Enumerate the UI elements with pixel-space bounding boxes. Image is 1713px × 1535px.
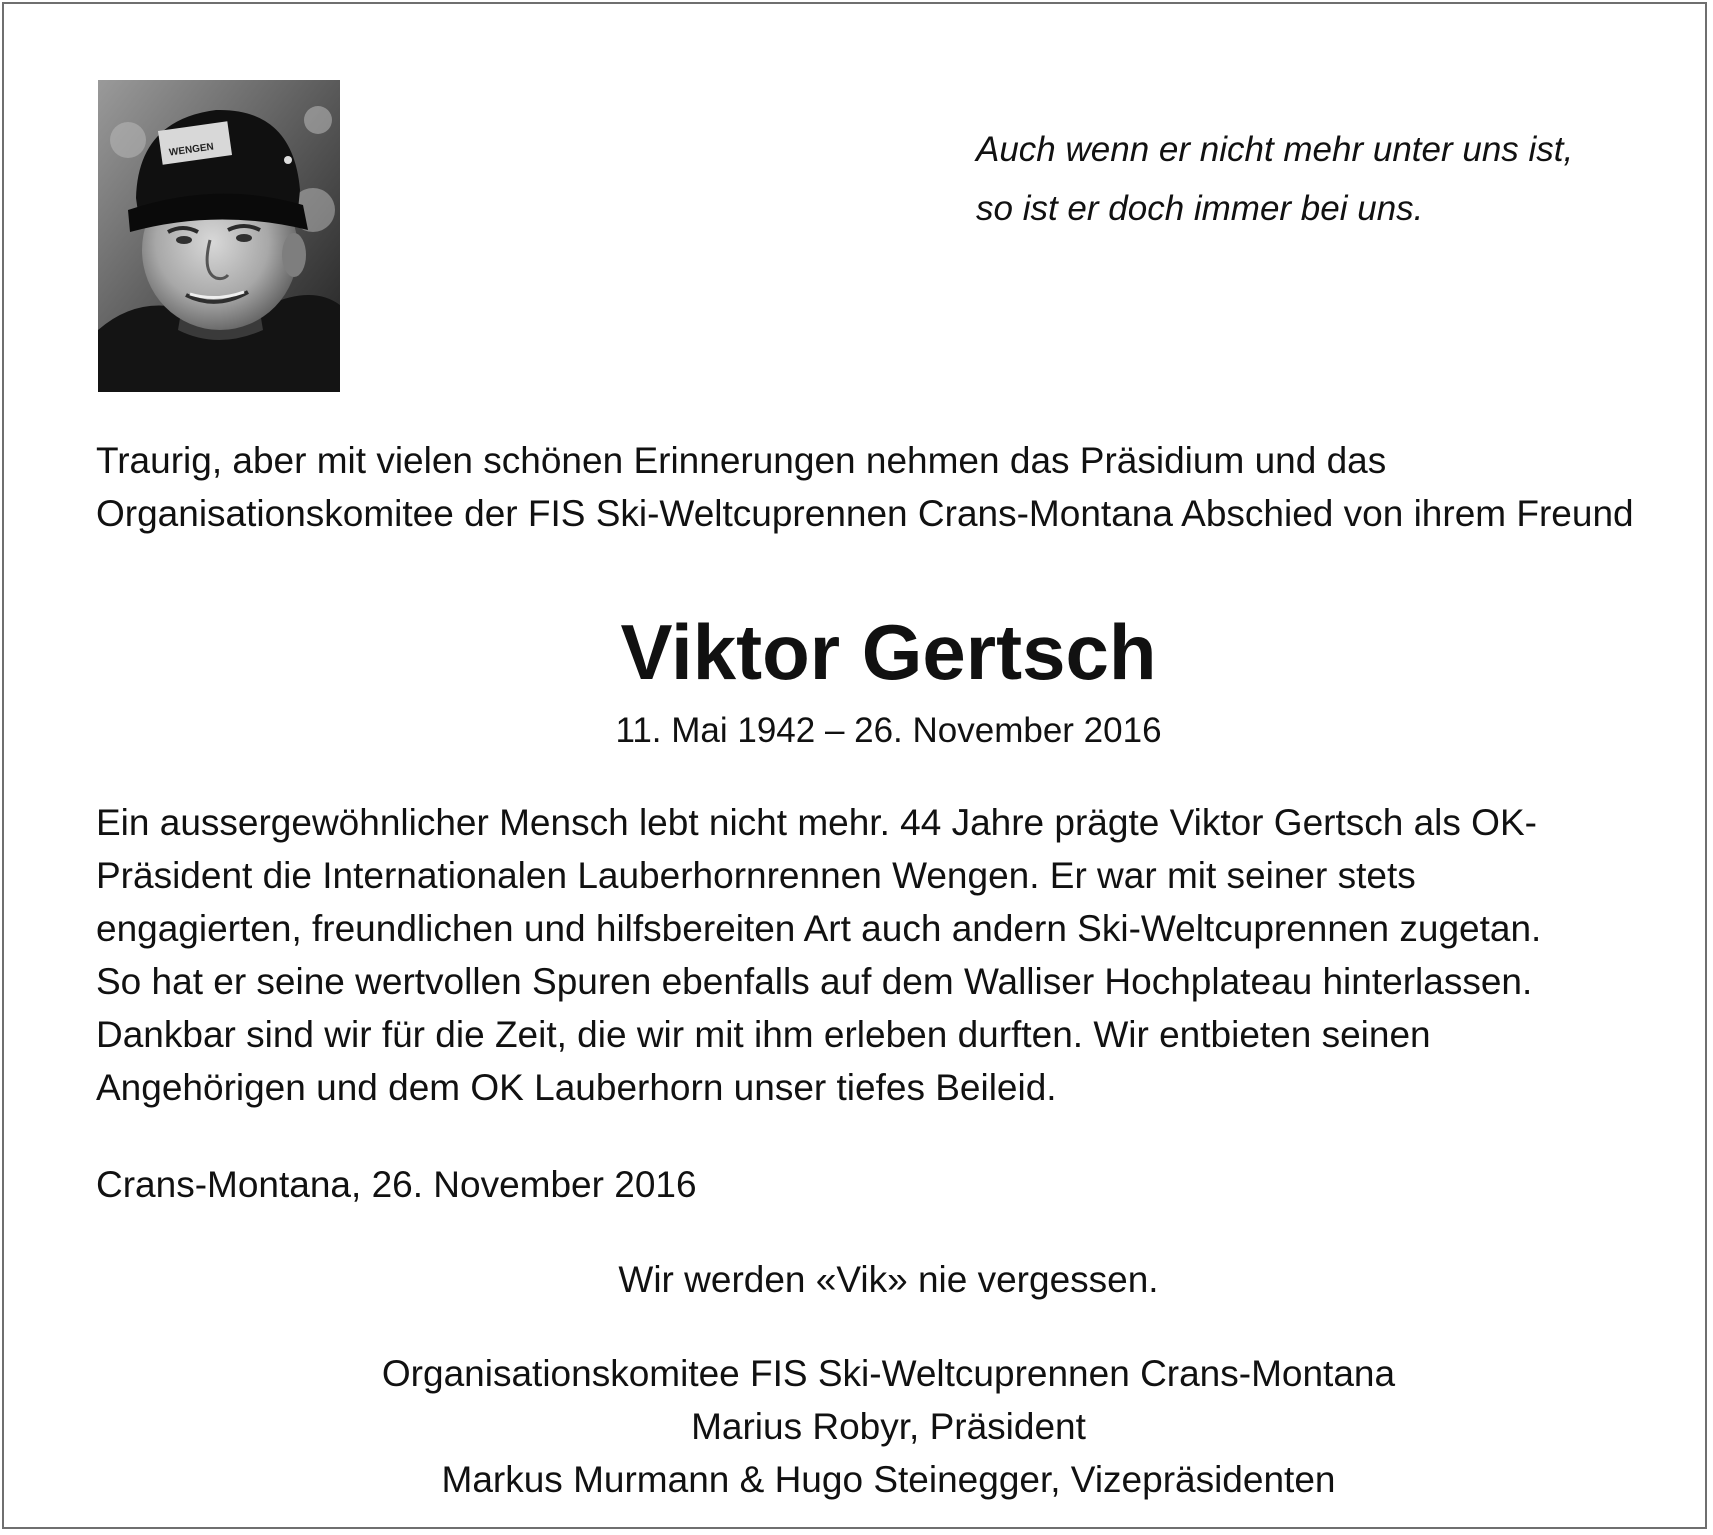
tribute-line: Angehörigen und dem OK Lauberhorn unser tiefes Beileid. <box>96 1067 1057 1108</box>
portrait-photo <box>98 80 340 392</box>
signature-president: Marius Robyr, Präsident <box>691 1406 1086 1447</box>
tribute-paragraph <box>96 796 1686 1114</box>
closing-line: Wir werden «Vik» nie vergessen. <box>618 1259 1159 1300</box>
signature-organization: Organisationskomitee FIS Ski-Weltcuprennen Crans-Montana <box>381 1353 1396 1394</box>
tribute-line: So hat er seine wertvollen Spuren ebenfalls auf dem Walliser Hochplateau hinterlassen. <box>96 961 1533 1002</box>
deceased-name: Viktor Gertsch <box>620 608 1157 696</box>
tribute-line: engagierten, freundlichen und hilfsbereiten Art auch andern Ski-Weltcuprennen zugetan. <box>96 908 1542 949</box>
motto-line-1: Auch wenn er nicht mehr unter uns ist, <box>976 130 1574 169</box>
signature-vice-presidents: Markus Murmann & Hugo Steinegger, Vizepräsidenten <box>441 1459 1336 1500</box>
tribute-line: Dankbar sind wir für die Zeit, die wir mit ihm erleben durften. Wir entbieten seinen <box>96 1014 1431 1055</box>
tribute-line: Präsident die Internationalen Lauberhornrennen Wengen. Er war mit seiner stets <box>96 855 1416 896</box>
motto-line-2: so ist er doch immer bei uns. <box>976 189 1424 228</box>
intro-paragraph: Traurig, aber mit vielen schönen Erinnerungen nehmen das Präsidium und das Organisationskomitee der FIS Ski-Weltcuprennen Crans-Montana Abschied von ihrem Freund <box>96 440 1634 534</box>
portrait-image <box>98 80 340 392</box>
signatures <box>96 1347 1681 1506</box>
cap-badge-text: WENGEN <box>168 141 215 159</box>
life-dates: 11. Mai 1942 – 26. November 2016 <box>615 711 1162 750</box>
motto-quote <box>976 120 1656 238</box>
tribute-line: Ein aussergewöhnlicher Mensch lebt nicht mehr. 44 Jahre prägte Viktor Gertsch als OK- <box>96 802 1537 843</box>
place-and-date: Crans-Montana, 26. November 2016 <box>96 1164 697 1205</box>
